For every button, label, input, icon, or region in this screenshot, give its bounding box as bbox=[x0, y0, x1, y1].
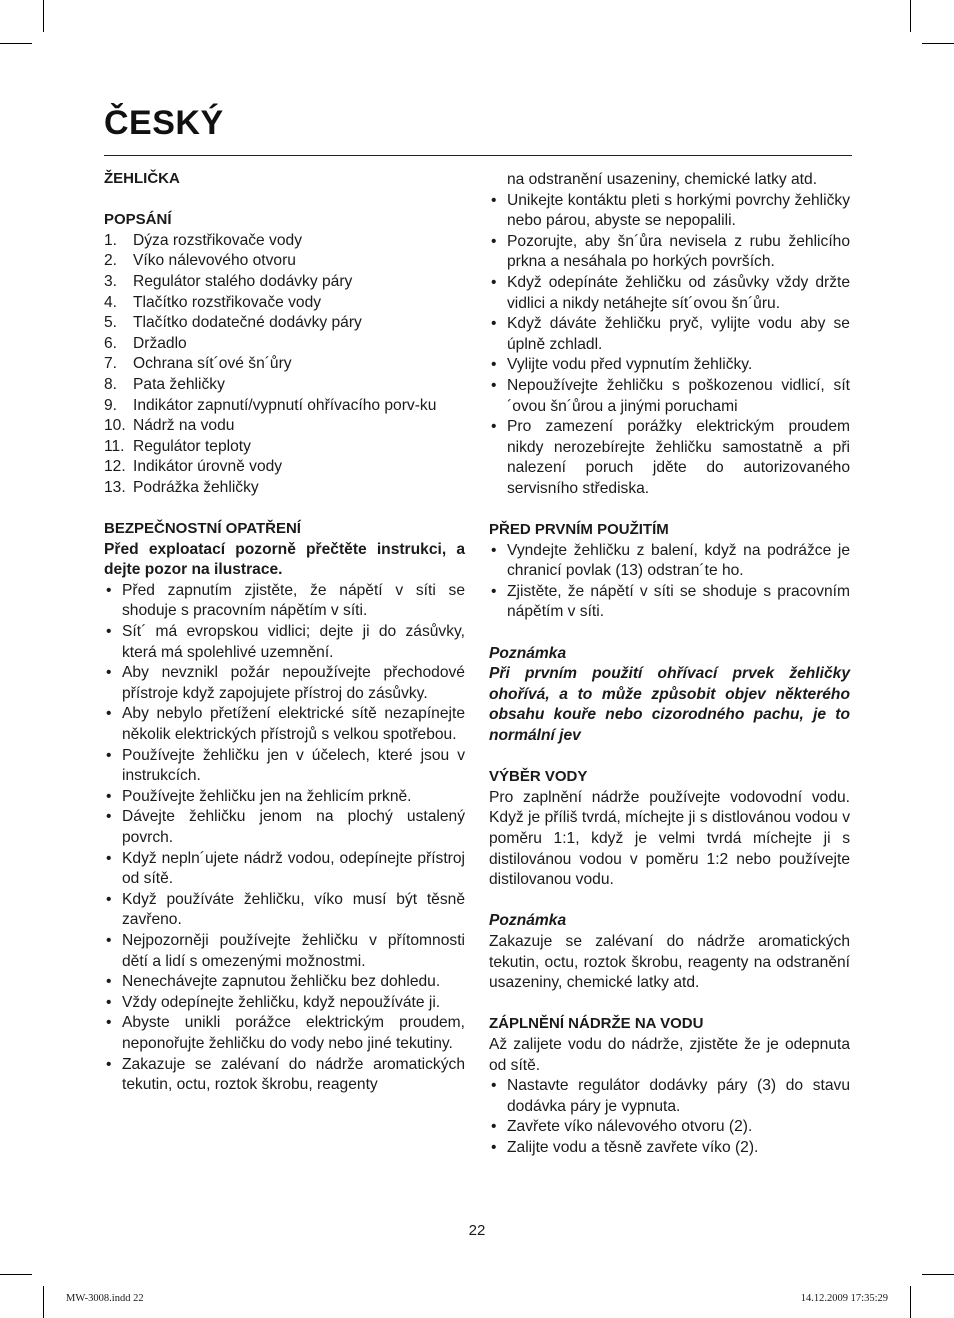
item-number: 7. bbox=[104, 355, 118, 373]
crop-mark bbox=[0, 1274, 32, 1275]
list-item bbox=[104, 272, 465, 293]
first-use-list bbox=[489, 541, 850, 623]
description-heading: POPSÁNÍ bbox=[104, 211, 172, 229]
safety-list bbox=[104, 581, 465, 1096]
item-text: Regulátor stalého dodávky páry bbox=[133, 272, 353, 290]
item-text: Když používáte žehličku, víko musí být těsně zavřeno. bbox=[122, 890, 465, 929]
note-body: Zakazuje se zalévaní do nádrže aromatických tekutin, octu, roztok škrobu, reagenty na odstranění usazeniny, chemické latky atd. bbox=[489, 932, 850, 992]
item-text: Pro zamezení porážky elektrickým proudem nikdy nerozebírejte žehličku samostatně a při nalezení poruch jděte do autorizovaného servisního střediska. bbox=[507, 418, 850, 497]
item-text: Vždy odepínejte žehličku, když nepoužíváte ji. bbox=[122, 993, 441, 1011]
item-text: Nenechávejte zapnutou žehličku bez dohledu. bbox=[122, 973, 441, 991]
first-use-heading: PŘED PRVNÍM POUŽITÍM bbox=[489, 521, 669, 539]
item-number: 13. bbox=[104, 478, 126, 496]
bullet-icon: • bbox=[106, 705, 112, 723]
note-title: Poznámka bbox=[489, 644, 567, 662]
item-number: 11. bbox=[104, 437, 125, 455]
product-heading: ŽEHLIČKA bbox=[104, 170, 180, 187]
list-item bbox=[104, 478, 465, 499]
item-number: 3. bbox=[104, 272, 118, 290]
item-text: Dávejte žehličku jenom na plochý ustalený povrch. bbox=[122, 808, 465, 846]
title-rule bbox=[104, 155, 852, 156]
list-item bbox=[104, 704, 465, 745]
list-item bbox=[104, 849, 465, 890]
safety-list-continued bbox=[489, 191, 850, 500]
bullet-icon: • bbox=[491, 273, 497, 291]
fill-intro: Až zalijete vodu do nádrže, zjistěte že je odepnuta od sítě. bbox=[489, 1035, 850, 1074]
list-item bbox=[489, 376, 850, 417]
item-text: Podrážka žehličky bbox=[133, 478, 259, 496]
list-item bbox=[104, 251, 465, 272]
item-text: Aby nebylo přetížení elektrické sítě nezapínejte několik elektrických přístrojů s velkou spotřebou. bbox=[122, 705, 465, 744]
bullet-icon: • bbox=[491, 541, 497, 559]
safety-heading: BEZPEČNOSTNÍ OPATŘENÍ bbox=[104, 520, 301, 538]
bullet-icon: • bbox=[106, 1014, 112, 1032]
bullet-icon: • bbox=[106, 787, 112, 805]
fill-list bbox=[489, 1076, 850, 1158]
item-text: Aby nevznikl požár nepoužívejte přechodové přístroje když zapojujete přístroj do zásůvky. bbox=[122, 664, 465, 702]
item-text: Dýza rozstřikovače vody bbox=[133, 231, 302, 249]
item-text: Pozorujte, aby šn´ůra nevisela z rubu žehlicího prkna a nesáhala po horkých površích. bbox=[507, 232, 850, 271]
crop-mark bbox=[43, 0, 44, 32]
crop-mark bbox=[910, 1286, 911, 1318]
bullet-icon: • bbox=[106, 664, 112, 682]
list-item bbox=[104, 622, 465, 663]
item-text: Nejpozorněji používejte žehličku v přítomnosti dětí a lidí s omezenými možnostmi. bbox=[122, 931, 465, 970]
list-item bbox=[489, 1117, 850, 1138]
list-item bbox=[104, 437, 465, 458]
item-text: Regulátor teploty bbox=[133, 437, 251, 455]
note-title: Poznámka bbox=[489, 912, 567, 930]
bullet-icon: • bbox=[491, 315, 497, 333]
list-item bbox=[104, 313, 465, 334]
safety-intro: Před exploatací pozorně přečtěte instrukci, a dejte pozor na ilustrace. bbox=[104, 540, 465, 579]
item-text: Indikátor zapnutí/vypnutí ohřívacího porv-ku bbox=[133, 396, 437, 414]
item-text: Vyndejte žehličku z balení, když na podrážce je chranicí povlak (13) odstran´te ho. bbox=[507, 541, 850, 580]
list-item bbox=[489, 1076, 850, 1117]
item-text: Před zapnutím zjistěte, že nápětí v síti se shoduje s pracovním nápětím v síti. bbox=[122, 581, 465, 620]
crop-mark bbox=[910, 0, 911, 32]
bullet-icon: • bbox=[491, 356, 497, 374]
list-item bbox=[489, 582, 850, 623]
left-column bbox=[104, 169, 465, 1096]
list-item bbox=[104, 375, 465, 396]
crop-mark bbox=[922, 43, 954, 44]
list-item bbox=[104, 581, 465, 622]
item-text: Tlačítko rozstřikovače vody bbox=[133, 293, 322, 311]
bullet-icon: • bbox=[106, 931, 112, 949]
list-item bbox=[489, 314, 850, 355]
water-body: Pro zaplnění nádrže používejte vodovodní vodu. Když je příliš tvrdá, míchejte ji s distlovánou vodou v poměru 1:1, když je velmi tvrdá míchejte ji s distilovánou vodou v poměru 1:2 nebo používejte distilovanou vodu. bbox=[489, 788, 850, 889]
parts-list bbox=[104, 231, 465, 499]
item-text: Tlačítko dodatečné dodávky páry bbox=[133, 314, 362, 332]
list-item bbox=[104, 931, 465, 972]
bullet-icon: • bbox=[106, 581, 112, 599]
item-number: 10. bbox=[104, 417, 126, 435]
water-heading: VÝBĚR VODY bbox=[489, 768, 588, 786]
fill-heading: ZÁPLNĚNÍ NÁDRŽE NA VODU bbox=[489, 1015, 704, 1033]
footer-date-info: 14.12.2009 17:35:29 bbox=[800, 1293, 888, 1304]
item-number: 6. bbox=[104, 334, 118, 352]
item-text: Držadlo bbox=[133, 334, 187, 352]
bullet-icon: • bbox=[491, 1118, 497, 1136]
list-item bbox=[489, 232, 850, 273]
list-item bbox=[104, 993, 465, 1014]
item-text: Ochrana sít´ové šn´ůry bbox=[133, 355, 292, 373]
item-text: Používejte žehličku jen na žehlicím prkně. bbox=[122, 787, 412, 805]
bullet-icon: • bbox=[491, 376, 497, 394]
item-text: Nastavte regulátor dodávky páry (3) do stavu dodávka páry je vypnuta. bbox=[507, 1077, 850, 1115]
item-text: Když dáváte žehličku pryč, vylijte vodu aby se úplně zchladl. bbox=[507, 315, 850, 353]
bullet-icon: • bbox=[491, 1138, 497, 1156]
item-text: Zalijte vodu a těsně zavřete víko (2). bbox=[507, 1138, 759, 1156]
crop-mark bbox=[922, 1274, 954, 1275]
list-item bbox=[489, 355, 850, 376]
page-number: 22 bbox=[468, 1222, 486, 1239]
list-item bbox=[104, 663, 465, 704]
list-item bbox=[104, 746, 465, 787]
item-text: Indikátor úrovně vody bbox=[133, 458, 283, 476]
item-text: Používejte žehličku jen v účelech, které jsou v instrukcích. bbox=[122, 746, 465, 785]
list-item bbox=[104, 396, 465, 417]
item-text: Když nepln´ujete nádrž vodou, odepínejte přístroj od sítě. bbox=[122, 849, 465, 888]
crop-mark bbox=[0, 43, 32, 44]
list-item bbox=[489, 273, 850, 314]
bullet-icon: • bbox=[106, 623, 112, 641]
list-item bbox=[104, 334, 465, 355]
bullet-icon: • bbox=[491, 191, 497, 209]
safety-continuation: na odstranění usazeniny, chemické latky atd. bbox=[507, 171, 818, 188]
item-text: Nádrž na vodu bbox=[133, 417, 235, 435]
list-item bbox=[104, 293, 465, 314]
list-item bbox=[104, 457, 465, 478]
bullet-icon: • bbox=[106, 973, 112, 991]
list-item bbox=[104, 1013, 465, 1054]
bullet-icon: • bbox=[491, 1077, 497, 1095]
bullet-icon: • bbox=[106, 993, 112, 1011]
bullet-icon: • bbox=[106, 808, 112, 826]
crop-mark bbox=[43, 1286, 44, 1318]
item-text: Nepoužívejte žehličku s poškozenou vidlicí, sít´ovou šn´ůrou a jinými poruchami bbox=[507, 376, 850, 415]
item-number: 1. bbox=[104, 231, 118, 249]
item-text: Pata žehličky bbox=[133, 375, 225, 393]
item-number: 12. bbox=[104, 458, 126, 476]
note-body: Při prvním použití ohřívací prvek žehličky ohořívá, a to může způsobit objev některého obsahu kouře nebo cizorodného pachu, je to normální jev bbox=[489, 665, 850, 745]
list-item bbox=[489, 417, 850, 499]
bullet-icon: • bbox=[106, 746, 112, 764]
bullet-icon: • bbox=[106, 890, 112, 908]
item-text: Zavřete víko nálevového otvoru (2). bbox=[507, 1118, 753, 1136]
bullet-icon: • bbox=[106, 1055, 112, 1073]
item-number: 2. bbox=[104, 252, 118, 270]
bullet-icon: • bbox=[491, 582, 497, 600]
page-title: ČESKÝ bbox=[104, 104, 224, 142]
bullet-icon: • bbox=[106, 849, 112, 867]
item-text: Zakazuje se zalévaní do nádrže aromatických tekutin, octu, roztok škrobu, reagenty bbox=[122, 1055, 465, 1094]
list-item bbox=[104, 807, 465, 848]
list-item bbox=[489, 1138, 850, 1159]
right-column bbox=[489, 170, 850, 1159]
item-text: Abyste unikli porážce elektrickým proudem, neponořujte žehličku do vody nebo jiné tekutiny. bbox=[122, 1014, 465, 1052]
item-number: 9. bbox=[104, 396, 118, 414]
list-item bbox=[489, 191, 850, 232]
bullet-icon: • bbox=[491, 418, 497, 436]
item-text: Zjistěte, že nápětí v síti se shoduje s pracovním nápětím v síti. bbox=[507, 582, 850, 621]
footer-file-info: MW-3008.indd 22 bbox=[66, 1293, 144, 1304]
item-text: Unikejte kontáktu pleti s horkými povrchy žehličky nebo párou, abyste se nepopalili. bbox=[507, 191, 850, 230]
item-text: Víko nálevového otvoru bbox=[133, 252, 296, 270]
list-item bbox=[104, 231, 465, 252]
item-text: Vylijte vodu před vypnutím žehličky. bbox=[507, 356, 753, 374]
item-text: Když odepínáte žehličku od zásůvky vždy držte vidlici a nikdy netáhejte sít´ovou šn´ůru. bbox=[507, 273, 850, 312]
list-item bbox=[104, 354, 465, 375]
item-number: 4. bbox=[104, 293, 118, 311]
list-item bbox=[489, 541, 850, 582]
list-item bbox=[104, 890, 465, 931]
list-item bbox=[104, 1055, 465, 1096]
list-item bbox=[104, 787, 465, 808]
list-item bbox=[104, 972, 465, 993]
item-number: 5. bbox=[104, 314, 118, 332]
item-text: Sít´ má evropskou vidlici; dejte ji do zásůvky, která má spolehlivé uzemnění. bbox=[122, 623, 465, 661]
bullet-icon: • bbox=[491, 232, 497, 250]
list-item bbox=[104, 416, 465, 437]
item-number: 8. bbox=[104, 375, 118, 393]
